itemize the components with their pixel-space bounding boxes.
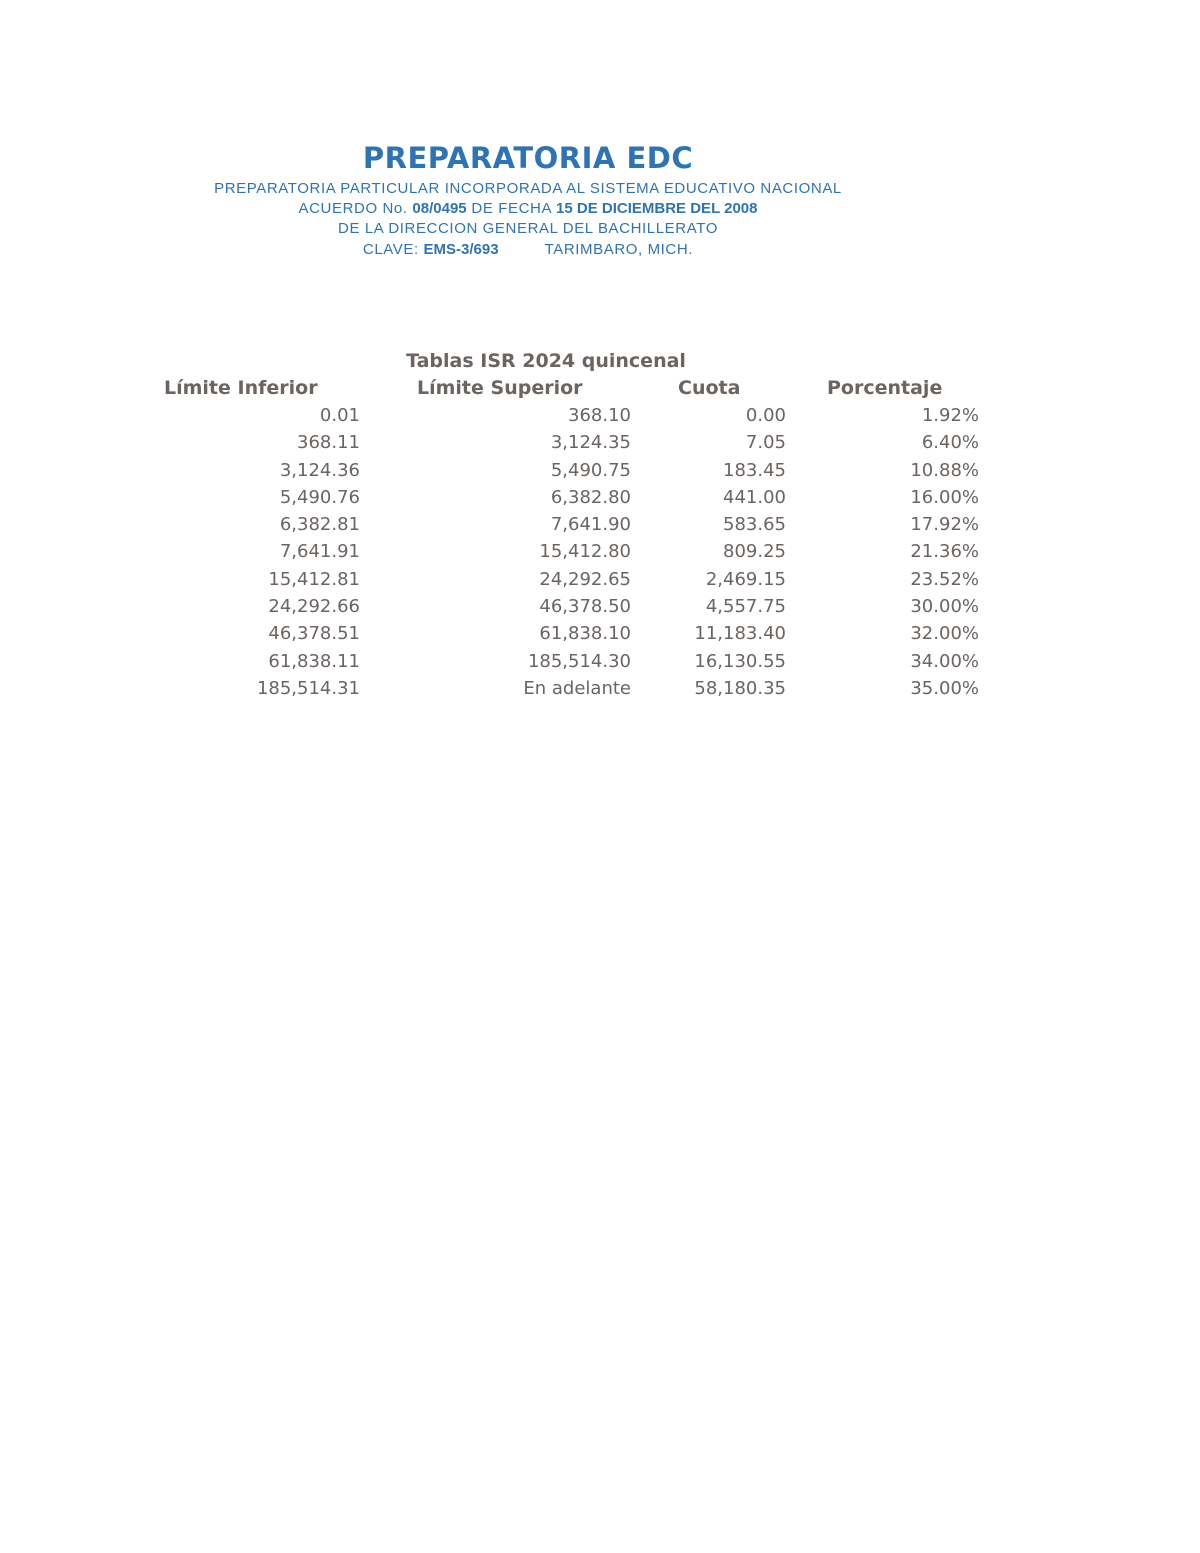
column-header-cuota: Cuota [678, 377, 741, 399]
cell-limite-inferior: 24,292.66 [268, 596, 360, 618]
cell-porcentaje: 6.40% [921, 432, 979, 454]
table-row [0, 675, 1200, 702]
cell-limite-superior: En adelante [523, 677, 631, 699]
cell-limite-superior: 3,124.35 [550, 432, 631, 454]
agreement-date-prefix: DE FECHA [471, 200, 552, 217]
table-row [0, 566, 1200, 593]
cell-porcentaje: 10.88% [910, 459, 979, 481]
cell-porcentaje: 32.00% [910, 623, 979, 645]
cell-porcentaje: 35.00% [910, 677, 979, 699]
table-row [0, 402, 1200, 429]
cell-limite-inferior: 6,382.81 [279, 514, 360, 536]
cell-limite-superior: 46,378.50 [539, 596, 631, 618]
cell-limite-superior: 185,514.30 [527, 650, 631, 672]
cell-limite-inferior: 185,514.31 [256, 677, 360, 699]
cell-cuota: 58,180.35 [694, 677, 786, 699]
cell-limite-superior: 15,412.80 [539, 541, 631, 563]
clave-prefix: CLAVE: [362, 241, 419, 258]
cell-limite-inferior: 7,641.91 [279, 541, 360, 563]
cell-porcentaje: 16.00% [910, 486, 979, 508]
cell-limite-superior: 6,382.80 [550, 486, 631, 508]
agreement-prefix: ACUERDO No. [298, 200, 408, 217]
agreement-line [0, 199, 1056, 219]
cell-cuota: 583.65 [723, 514, 786, 536]
cell-limite-inferior: 15,412.81 [268, 568, 360, 590]
table-row [0, 484, 1200, 511]
cell-cuota: 7.05 [745, 432, 786, 454]
cell-limite-superior: 7,641.90 [550, 514, 631, 536]
cell-cuota: 16,130.55 [694, 650, 786, 672]
agreement-date: 15 DE DICIEMBRE DEL 2008 [556, 200, 758, 217]
isr-table-body [0, 402, 1200, 702]
cell-limite-superior: 24,292.65 [539, 568, 631, 590]
cell-limite-inferior: 368.11 [297, 432, 360, 454]
cell-limite-inferior: 61,838.11 [268, 650, 360, 672]
cell-limite-inferior: 0.01 [319, 405, 360, 426]
table-row [0, 593, 1200, 620]
cell-limite-inferior: 3,124.36 [279, 459, 360, 481]
incorporation-line: PREPARATORIA PARTICULAR INCORPORADA AL SISTEMA EDUCATIVO NACIONAL [214, 180, 842, 197]
cell-porcentaje: 21.36% [910, 541, 979, 563]
cell-porcentaje: 30.00% [910, 596, 979, 618]
school-name: PREPARATORIA EDC [362, 141, 694, 175]
column-header-limite-superior: Límite Superior [417, 377, 583, 399]
cell-cuota: 4,557.75 [705, 596, 786, 618]
column-header-limite-inferior: Límite Inferior [164, 377, 318, 399]
cell-porcentaje: 17.92% [910, 514, 979, 536]
cell-cuota: 441.00 [723, 486, 786, 508]
cell-limite-inferior: 46,378.51 [268, 623, 360, 645]
cell-porcentaje: 34.00% [910, 650, 979, 672]
cell-porcentaje: 1.92% [921, 405, 979, 426]
table-row [0, 538, 1200, 565]
cell-porcentaje: 23.52% [910, 568, 979, 590]
cell-cuota: 2,469.15 [705, 568, 786, 590]
agreement-number: 08/0495 [412, 200, 467, 217]
clave-line [0, 240, 1056, 260]
location: TARIMBARO, MICH. [544, 241, 694, 258]
cell-cuota: 809.25 [723, 541, 786, 563]
direction-line: DE LA DIRECCION GENERAL DEL BACHILLERATO [338, 220, 718, 237]
table-row [0, 648, 1200, 675]
cell-cuota: 183.45 [723, 459, 786, 481]
table-title: Tablas ISR 2024 quincenal [406, 350, 686, 372]
table-row [0, 511, 1200, 538]
cell-limite-inferior: 5,490.76 [279, 486, 360, 508]
cell-cuota: 0.00 [745, 405, 786, 426]
table-row [0, 620, 1200, 647]
table-row [0, 457, 1200, 484]
cell-cuota: 11,183.40 [694, 623, 786, 645]
table-row [0, 429, 1200, 456]
cell-limite-superior: 368.10 [568, 405, 631, 426]
cell-limite-superior: 5,490.75 [550, 459, 631, 481]
column-header-porcentaje: Porcentaje [827, 377, 943, 399]
cell-limite-superior: 61,838.10 [539, 623, 631, 645]
clave-code: EMS-3/693 [423, 241, 499, 258]
